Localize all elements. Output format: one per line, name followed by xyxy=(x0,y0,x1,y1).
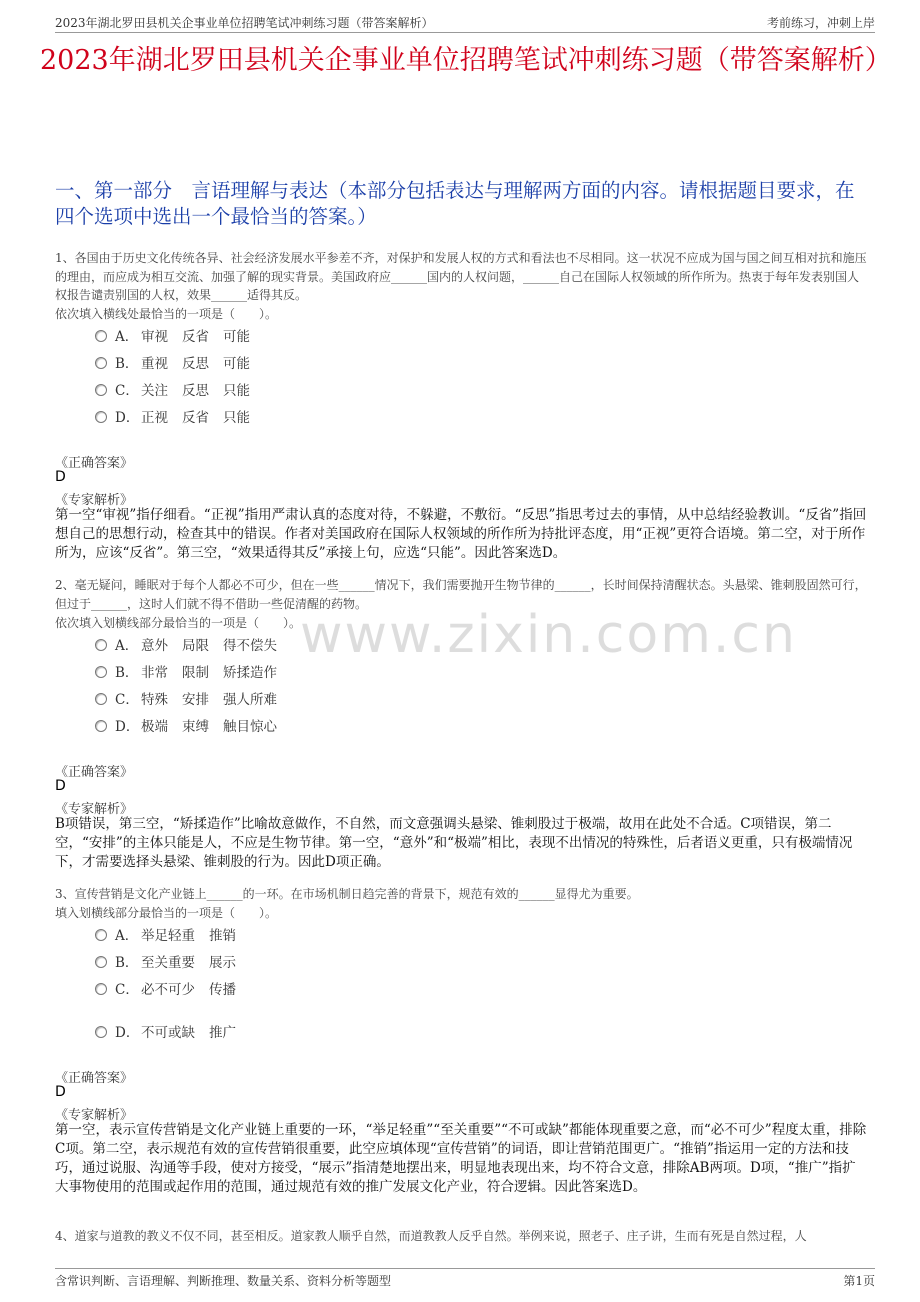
question-1-option-d[interactable]: D． 正视 反省 只能 xyxy=(95,408,264,428)
question-3-prompt: 填入划横线部分最恰当的一项是（ ）。 xyxy=(55,906,278,920)
section-heading: 一、第一部分 言语理解与表达（本部分包括表达与理解两方面的内容。请根据题目要求，在四个选项中选出一个最恰当的答案。） xyxy=(55,179,855,228)
question-3-explanation: 第一空，表示宣传营销是文化产业链上重要的一环，“举足轻重”“至关重要”“不可或缺”都能体现重要之意，而“必不可少”程度太重，排除C项。第二空，表示规范有效的宣传营销很重要，此空应填体现“宣传营销”的词语，即让营销范围更广。“推销”指运用一定的方法和技巧，通过说服、沟通等手段，使对方接受，“展示”指清楚地摆出来，明显地表现出来，均不符合文意，排除AB两项。D项，“推广”指扩大事物使用的范围或起作用的范围，通过规范有效的推广发展文化产业，符合逻辑。因此答案选D。 xyxy=(55,1122,867,1195)
question-2-option-d[interactable]: D． 极端 束缚 触目惊心 xyxy=(95,717,291,737)
radio-button-icon[interactable] xyxy=(95,384,107,396)
question-3-explain-label: 《专家解析》 xyxy=(55,1108,134,1123)
question-3-text: 3、宣传营销是文化产业链上______的一环。在市场机制日趋完善的背景下，规范有效的______显得尤为重要。 xyxy=(55,887,639,901)
question-1-answer: D xyxy=(55,469,66,485)
footer-note: 含常识判断、言语理解、判断推理、数量关系、资料分析等题型 xyxy=(55,1274,392,1288)
document-title: 2023年湖北罗田县机关企事业单位招聘笔试冲刺练习题（带答案解析） xyxy=(40,45,892,76)
question-3-answer-label: 《正确答案》 xyxy=(55,1071,134,1086)
question-1-explanation: 第一空“审视”指仔细看。“正视”指用严肃认真的态度对待，不躲避，不敷衍。“反思”指思考过去的事情，从中总结经验教训。“反省”指回想自己的思想行动，检查其中的错误。作者对美国政府在国际人权领域的所作所为持批评态度，用“正视”更符合语境。第二空，对于所作所为，应该“反省”。第三空，“效果适得其反”承接上句，应选“只能”。因此答案选D。 xyxy=(55,507,867,561)
radio-button-icon[interactable] xyxy=(95,693,107,705)
question-3-option-c[interactable]: C． 必不可少 传播 xyxy=(95,980,250,1000)
question-2-answer: D xyxy=(55,778,66,794)
question-2-prompt: 依次填入划横线部分最恰当的一项是（ ）。 xyxy=(55,616,302,630)
page-footer xyxy=(55,1268,875,1288)
question-2-text: 2、毫无疑问，睡眠对于每个人都必不可少，但在一些______情况下，我们需要抛开生物节律的______，长时间保持清醒状态。头悬梁、锥刺股固然可行，但过于______，这时人们就不得不借助一些促清醒的药物。 xyxy=(55,578,867,611)
question-3-answer: D xyxy=(55,1084,66,1100)
question-3-option-a[interactable]: A． 举足轻重 推销 xyxy=(95,926,250,946)
question-3-option-d[interactable]: D． 不可或缺 推广 xyxy=(95,1023,250,1043)
question-2-option-c[interactable]: C． 特殊 安排 强人所难 xyxy=(95,690,291,710)
question-4-text: 4、道家与道教的教义不仅不同，甚至相反。道家教人顺乎自然，而道教教人反乎自然。举例来说，照老子、庄子讲，生而有死是自然过程，人 xyxy=(55,1229,807,1243)
question-1-answer-label: 《正确答案》 xyxy=(55,456,134,471)
radio-button-icon[interactable] xyxy=(95,720,107,732)
question-2-explanation: B项错误，第三空，“矫揉造作”比喻故意做作，不自然，而文意强调头悬梁、锥刺股过于极端，故用在此处不合适。C项错误，第二空，“安排”的主体只能是人，不应是生物节律。第一空，“意外”和“极端”相比，表现不出情况的特殊性，后者语义更重，只有极端情况下，才需要选择头悬梁、锥刺股的行为。因此D项正确。 xyxy=(55,816,853,870)
question-1-prompt: 依次填入横线处最恰当的一项是（ ）。 xyxy=(55,307,278,321)
header-slogan: 考前练习，冲刺上岸 xyxy=(766,16,875,30)
question-2-option-b[interactable]: B． 非常 限制 矫揉造作 xyxy=(95,663,291,683)
radio-button-icon[interactable] xyxy=(95,1026,107,1038)
radio-button-icon[interactable] xyxy=(95,666,107,678)
question-3-option-b[interactable]: B． 至关重要 展示 xyxy=(95,953,250,973)
question-1-option-c[interactable]: C． 关注 反思 只能 xyxy=(95,381,264,401)
page-number: 第1页 xyxy=(843,1274,875,1288)
radio-button-icon[interactable] xyxy=(95,330,107,342)
page-header xyxy=(55,14,875,33)
radio-button-icon[interactable] xyxy=(95,357,107,369)
question-1-text: 1、各国由于历史文化传统各异、社会经济发展水平参差不齐，对保护和发展人权的方式和看法也不尽相同。这一状况不应成为国与国之间互相对抗和施压的理由，而应成为相互交流、加强了解的现实背景。美国政府应______国内的人权问题，______自己在国际人权领域的所作所为。热衷于每年发表别国人权报告谴责别国的人权，效果______适得其反。 xyxy=(55,251,867,302)
question-2-explain-label: 《专家解析》 xyxy=(55,802,134,817)
question-2-option-a[interactable]: A． 意外 局限 得不偿失 xyxy=(95,636,291,656)
radio-button-icon[interactable] xyxy=(95,639,107,651)
question-1-option-a[interactable]: A． 审视 反省 可能 xyxy=(95,327,264,347)
header-doc-title: 2023年湖北罗田县机关企事业单位招聘笔试冲刺练习题（带答案解析） xyxy=(55,16,434,30)
radio-button-icon[interactable] xyxy=(95,983,107,995)
question-1-explain-label: 《专家解析》 xyxy=(55,493,134,508)
question-1-option-b[interactable]: B． 重视 反思 可能 xyxy=(95,354,264,374)
radio-button-icon[interactable] xyxy=(95,929,107,941)
radio-button-icon[interactable] xyxy=(95,956,107,968)
question-2-answer-label: 《正确答案》 xyxy=(55,765,134,780)
radio-button-icon[interactable] xyxy=(95,411,107,423)
watermark: www.zixin.com.cn xyxy=(300,605,797,665)
